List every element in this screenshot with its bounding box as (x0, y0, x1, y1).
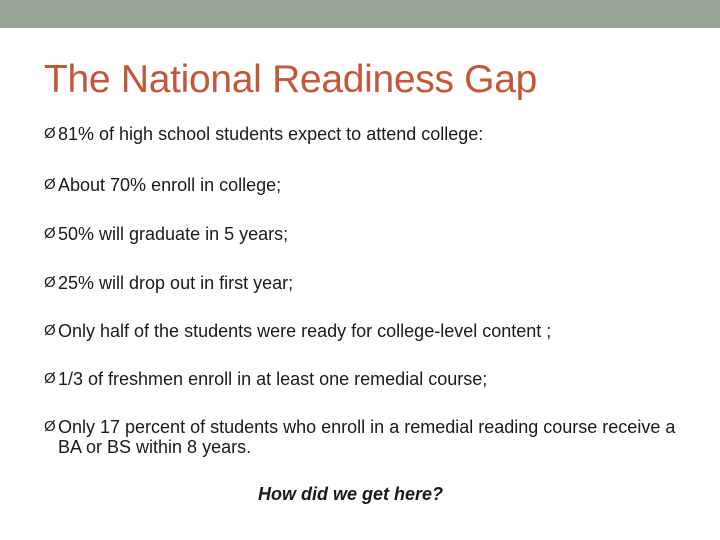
arrow-bullet-icon: Ø (44, 225, 56, 242)
bullet-text: Only half of the students were ready for college-level content ; (58, 321, 552, 341)
bullet-item (44, 124, 684, 144)
bullet-item (44, 369, 684, 389)
bullet-text: 50% will graduate in 5 years; (58, 224, 289, 244)
arrow-bullet-icon: Ø (44, 176, 56, 193)
arrow-bullet-icon: Ø (44, 274, 56, 291)
bullet-text: 1/3 of freshmen enroll in at least one remedial course; (58, 369, 488, 389)
bullet-text: 81% of high school students expect to attend college: (58, 124, 484, 144)
slide-title: The National Readiness Gap (44, 58, 537, 101)
arrow-bullet-icon: Ø (44, 418, 56, 435)
arrow-bullet-icon: Ø (44, 370, 56, 387)
bullet-item (44, 175, 684, 195)
top-decorative-band (0, 0, 720, 28)
bullet-text: Only 17 percent of students who enroll in a remedial reading course receive a BA or BS within 8 years. (58, 417, 676, 457)
arrow-bullet-icon: Ø (44, 125, 56, 142)
bullet-text: 25% will drop out in first year; (58, 273, 294, 293)
bullet-item (44, 321, 684, 341)
bullet-text: About 70% enroll in college; (58, 175, 282, 195)
closing-question: How did we get here? (258, 484, 444, 504)
bullet-item (44, 224, 684, 244)
bullet-item (44, 417, 684, 457)
arrow-bullet-icon: Ø (44, 322, 56, 339)
bullet-item (44, 273, 684, 293)
